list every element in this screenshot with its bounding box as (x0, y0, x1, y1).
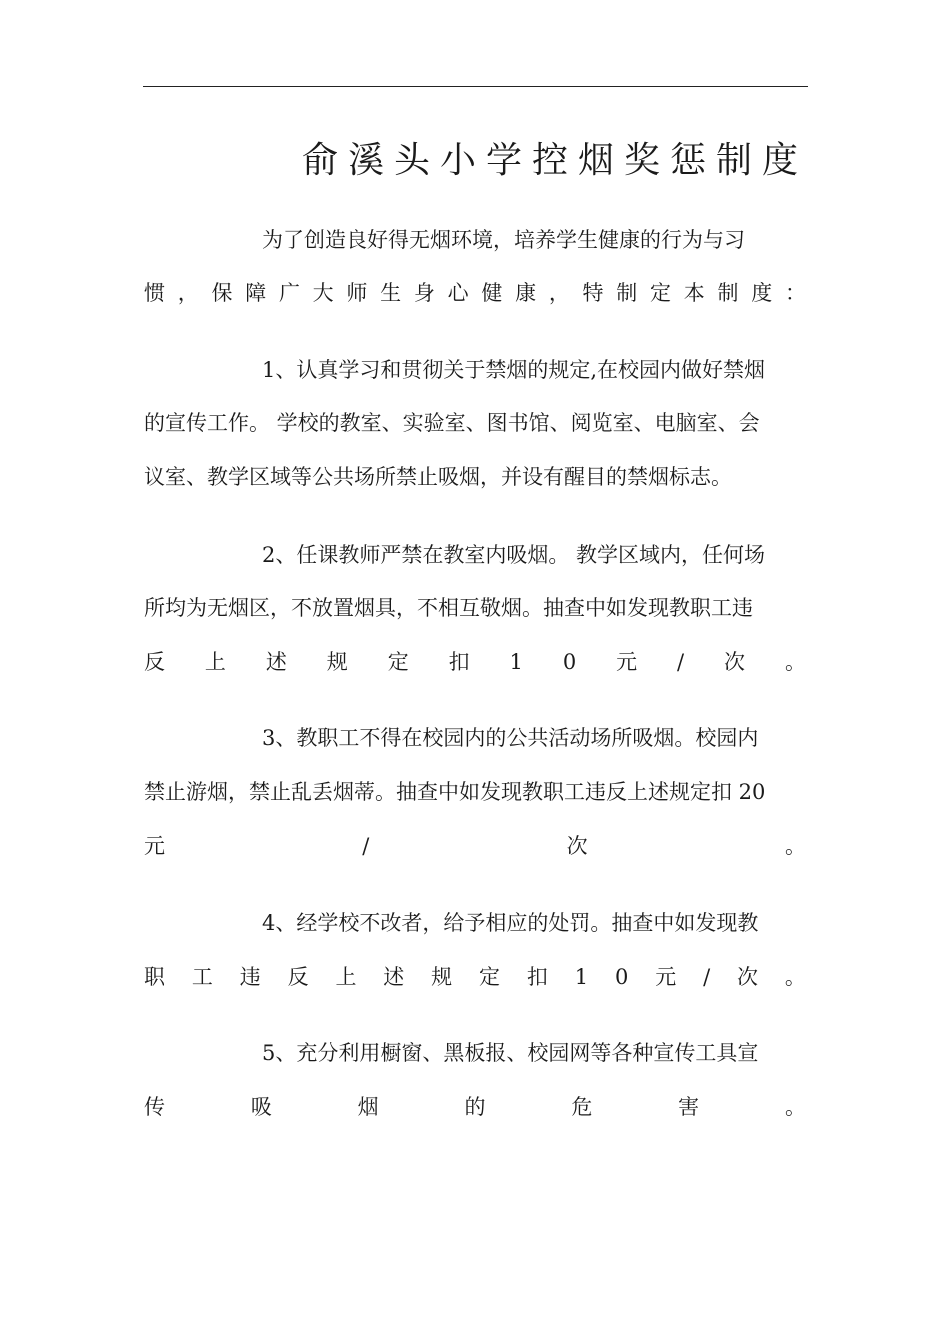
item-1-line-3: 议室、教学区域等公共场所禁止吸烟，并设有醒目的禁烟标志。 (144, 465, 732, 489)
spread-glyph: 广 (278, 281, 300, 305)
spread-glyph: 心 (447, 281, 469, 305)
spread-glyph: 扣 (448, 650, 470, 674)
spread-glyph: 度 (751, 281, 773, 305)
page-title: 俞溪头小学控烟奖惩制度 (301, 140, 808, 181)
spread-glyph: 害 (678, 1095, 700, 1119)
spread-glyph: 述 (265, 650, 287, 674)
spread-glyph: 定 (479, 965, 501, 989)
spread-glyph: 本 (683, 281, 705, 305)
spread-glyph: 。 (784, 834, 806, 858)
spread-glyph: 上 (335, 965, 357, 989)
spread-glyph: 1 (509, 650, 523, 674)
spread-glyph: 特 (582, 281, 604, 305)
spread-glyph: 。 (784, 1095, 806, 1119)
spread-glyph: 0 (614, 965, 629, 989)
spread-glyph: ， (177, 281, 199, 305)
spread-glyph: ， (548, 281, 570, 305)
spread-glyph: 的 (464, 1095, 486, 1119)
spread-glyph: 工 (191, 965, 213, 989)
spread-glyph: 述 (383, 965, 405, 989)
spread-glyph: 身 (413, 281, 435, 305)
spread-glyph: 保 (211, 281, 233, 305)
spread-glyph: / (677, 650, 685, 674)
spread-glyph: 次 (724, 650, 746, 674)
spread-glyph: 规 (326, 650, 348, 674)
spread-glyph: / (703, 965, 711, 989)
item-1-line-1: 1、认真学习和贯彻关于禁烟的规定,在校园内做好禁烟 (262, 358, 766, 382)
spread-glyph: / (362, 834, 370, 858)
spread-glyph: 反 (144, 650, 165, 674)
item-5-line-2 (144, 1087, 806, 1127)
spread-glyph: 0 (562, 650, 577, 674)
spread-glyph: 元 (144, 834, 165, 858)
item-2-line-3 (144, 642, 806, 682)
spread-glyph: 。 (784, 965, 806, 989)
spread-glyph: 规 (431, 965, 453, 989)
item-2-line-2: 所均为无烟区，不放置烟具，不相互敬烟。抽查中如发现教职工违 (144, 596, 753, 620)
spread-glyph: 师 (346, 281, 368, 305)
item-1-line-2: 的宣传工作。 学校的教室、实验室、图书馆、阅览室、电脑室、会 (144, 411, 760, 435)
spread-glyph: 定 (650, 281, 672, 305)
spread-glyph: 元 (616, 650, 638, 674)
spread-glyph: 元 (655, 965, 677, 989)
spread-glyph: 康 (515, 281, 537, 305)
spread-glyph: 。 (784, 650, 806, 674)
header-rule (143, 86, 808, 87)
spread-glyph: 制 (616, 281, 638, 305)
item-5-line-1: 5、充分利用橱窗、黑板报、校园网等各种宣传工具宣 (262, 1041, 759, 1065)
spread-glyph: 反 (287, 965, 309, 989)
spread-glyph: 职 (144, 965, 165, 989)
spread-glyph: 生 (380, 281, 402, 305)
item-2-line-1: 2、任课教师严禁在教室内吸烟。 教学区域内，任何场 (262, 543, 766, 567)
item-3-line-1: 3、教职工不得在校园内的公共活动场所吸烟。校园内 (262, 726, 759, 750)
spread-glyph: 扣 (526, 965, 548, 989)
spread-glyph: 障 (245, 281, 267, 305)
spread-glyph: 定 (387, 650, 409, 674)
spread-glyph: 健 (481, 281, 503, 305)
spread-glyph: 传 (144, 1095, 165, 1119)
spread-glyph: ： (784, 281, 806, 305)
spread-glyph: 惯 (144, 281, 165, 305)
intro-line-1: 为了创造良好得无烟环境，培养学生健康的行为与习 (262, 228, 745, 252)
item-4-line-1: 4、经学校不改者，给予相应的处罚。抽查中如发现教 (262, 911, 759, 935)
spread-glyph: 制 (717, 281, 739, 305)
spread-glyph: 大 (312, 281, 334, 305)
spread-glyph: 吸 (250, 1095, 272, 1119)
item-3-line-2: 禁止游烟，禁止乱丢烟蒂。抽查中如发现教职工违反上述规定扣 20 (144, 780, 766, 804)
spread-glyph: 次 (737, 965, 758, 989)
spread-glyph: 次 (566, 834, 588, 858)
item-4-line-2 (144, 957, 806, 997)
item-3-line-3 (144, 826, 806, 866)
spread-glyph: 烟 (357, 1095, 379, 1119)
spread-glyph: 危 (571, 1095, 593, 1119)
spread-glyph: 违 (239, 965, 261, 989)
spread-glyph: 上 (204, 650, 226, 674)
intro-line-2 (144, 273, 806, 313)
spread-glyph: 1 (574, 965, 589, 989)
